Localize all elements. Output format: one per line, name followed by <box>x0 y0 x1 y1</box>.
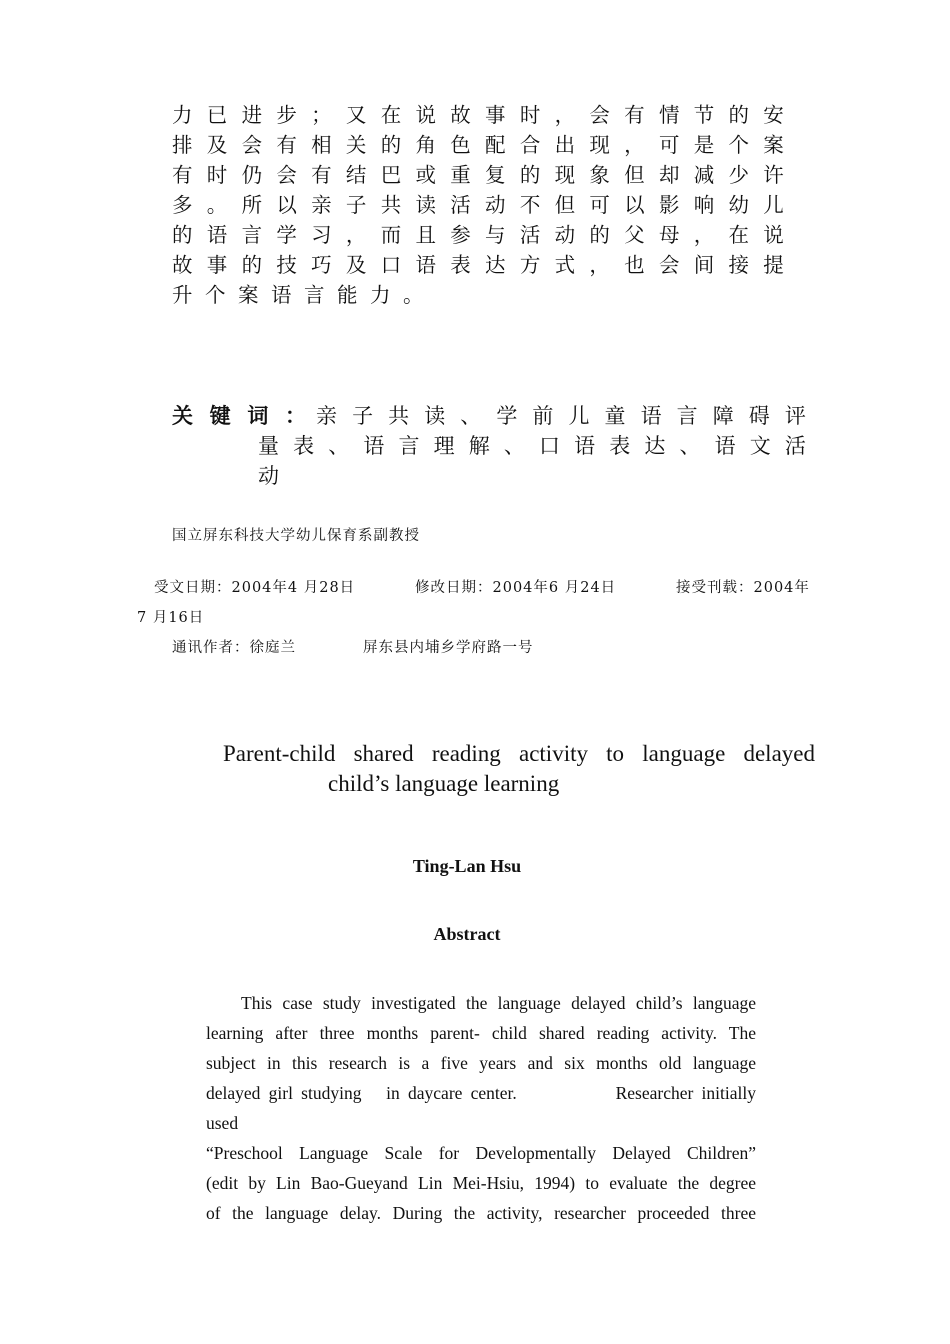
chinese-character: 角 <box>415 133 436 157</box>
keyword-character: 学 <box>496 404 518 428</box>
chinese-character: 及 <box>206 133 228 157</box>
abstract-line: used <box>206 1113 239 1133</box>
chinese-character: 可 <box>658 133 680 157</box>
chinese-character: 提 <box>763 253 784 277</box>
chinese-character: 但 <box>554 193 576 217</box>
chinese-character: ， <box>345 223 367 247</box>
chinese-character: 说 <box>763 223 784 247</box>
abstract-heading: Abstract <box>433 924 501 944</box>
keyword-character: 子 <box>352 404 374 428</box>
keyword-character: ： <box>284 403 306 428</box>
corresponding-author: 通讯作者：徐庭兰 <box>172 640 296 656</box>
keyword-character: 、 <box>679 434 701 458</box>
chinese-abstract-line <box>172 280 784 310</box>
chinese-character: 会 <box>589 103 610 127</box>
chinese-character: 在 <box>728 223 749 247</box>
chinese-character: 说 <box>415 103 436 127</box>
chinese-character: 有 <box>624 103 645 127</box>
chinese-character: 但 <box>624 163 645 187</box>
chinese-character: 步 <box>276 103 297 127</box>
chinese-character: 以 <box>276 193 297 217</box>
chinese-character: 语 <box>415 253 436 277</box>
chinese-character: 也 <box>624 253 645 277</box>
keyword-character: 文 <box>749 434 771 458</box>
chinese-character: 所 <box>241 193 263 217</box>
keyword-character: 键 <box>209 403 231 428</box>
english-title-line-2: child’s language learning <box>328 771 560 796</box>
chinese-character: 可 <box>589 193 610 217</box>
chinese-character: 。 <box>403 283 424 307</box>
chinese-character: 动 <box>554 223 576 247</box>
chinese-character: 现 <box>589 133 610 157</box>
chinese-character: 幼 <box>728 193 749 217</box>
abstract-line: delayed girl studying in daycare center. Researcher initially <box>206 1083 756 1103</box>
chinese-character: 关 <box>345 133 367 157</box>
keyword-character: 亲 <box>316 404 337 428</box>
chinese-character: 排 <box>172 133 193 157</box>
chinese-character: 式 <box>554 253 576 277</box>
chinese-character: 配 <box>485 133 506 157</box>
chinese-character: 习 <box>311 223 332 247</box>
chinese-character: 出 <box>554 133 576 157</box>
chinese-character: 与 <box>485 223 506 247</box>
chinese-character: 活 <box>450 193 471 217</box>
chinese-character: 时 <box>206 163 228 187</box>
keywords-line-2 <box>258 431 806 461</box>
abstract-line: (edit by Lin Bao-Gueyand Lin Mei-Hsiu, 1994) to evaluate the degree <box>206 1173 756 1193</box>
keywords-label <box>172 401 306 431</box>
chinese-character: 案 <box>238 283 259 307</box>
chinese-character: 进 <box>241 103 263 127</box>
chinese-character: 的 <box>241 253 263 277</box>
chinese-character: 巴 <box>380 163 402 187</box>
abstract-line: This case study investigated the language delayed child’s language <box>241 993 756 1013</box>
keyword-character: 理 <box>433 434 455 458</box>
chinese-character: 亲 <box>311 193 332 217</box>
chinese-character: 动 <box>485 193 506 217</box>
keyword-character: 活 <box>784 434 806 458</box>
keyword-character: 量 <box>258 434 279 458</box>
chinese-character: 的 <box>728 103 749 127</box>
chinese-character: 会 <box>658 253 680 277</box>
chinese-character: 言 <box>304 283 325 307</box>
chinese-character: 复 <box>485 163 506 187</box>
chinese-character: 有 <box>172 163 193 187</box>
affiliation: 国立屏东科技大学幼儿保育系副教授 <box>172 528 420 544</box>
keyword-character: 、 <box>328 434 350 458</box>
abstract-line: of the language delay. During the activity, researcher proceeded three <box>206 1203 756 1223</box>
chinese-character: 表 <box>450 253 471 277</box>
chinese-character: 且 <box>415 223 436 247</box>
chinese-abstract-line <box>172 220 784 250</box>
keyword-character: 前 <box>532 404 554 428</box>
abstract-line: learning after three months parent- child shared reading activity. The <box>206 1023 756 1043</box>
chinese-character: 减 <box>693 163 715 187</box>
chinese-abstract-line <box>172 190 784 220</box>
received-date: 受文日期：2004年4 月28日 <box>154 580 356 596</box>
keyword-character: 解 <box>468 434 490 458</box>
chinese-character: 又 <box>345 103 367 127</box>
chinese-character: 却 <box>658 163 680 187</box>
chinese-character: 力 <box>172 103 193 127</box>
correspondence-address: 屏东县内埔乡学府路一号 <box>363 640 534 656</box>
keyword-character: 评 <box>784 404 806 428</box>
chinese-character: 接 <box>728 253 749 277</box>
keyword-character: 、 <box>460 404 482 428</box>
chinese-character: 间 <box>693 253 715 277</box>
chinese-character: 影 <box>658 193 680 217</box>
chinese-character: 是 <box>693 133 715 157</box>
chinese-character: 有 <box>276 133 297 157</box>
chinese-character: 以 <box>624 193 645 217</box>
chinese-character: 的 <box>519 163 541 187</box>
chinese-character: 的 <box>380 133 402 157</box>
keyword-character: 儿 <box>568 404 590 428</box>
chinese-character: 力 <box>370 283 391 307</box>
english-title-line-1: Parent-child shared reading activity to language delayed <box>223 741 815 766</box>
keyword-character: 表 <box>609 434 631 458</box>
chinese-character: 色 <box>450 133 471 157</box>
keywords-line-1 <box>316 401 806 431</box>
chinese-character: 语 <box>271 283 292 307</box>
chinese-character: 象 <box>589 163 610 187</box>
keyword-character: 语 <box>574 434 596 458</box>
chinese-character: 的 <box>589 223 610 247</box>
chinese-character: 多 <box>172 193 193 217</box>
keyword-character: 言 <box>398 434 420 458</box>
abstract-line: subject in this research is a five years and six months old language <box>206 1053 756 1073</box>
accepted-date-continued: 7 月16日 <box>137 610 205 626</box>
chinese-character: 语 <box>206 223 228 247</box>
chinese-character: 相 <box>311 133 332 157</box>
chinese-character: 个 <box>728 133 749 157</box>
keyword-character: 童 <box>604 404 626 428</box>
chinese-character: 许 <box>763 163 784 187</box>
chinese-character: 在 <box>380 103 402 127</box>
chinese-abstract-line <box>172 100 784 130</box>
chinese-character: 方 <box>519 253 541 277</box>
chinese-character: 父 <box>624 223 645 247</box>
chinese-character: 儿 <box>763 193 784 217</box>
chinese-character: 响 <box>693 193 715 217</box>
chinese-character: 言 <box>241 223 263 247</box>
chinese-character: 故 <box>172 253 193 277</box>
chinese-character: 仍 <box>241 163 263 187</box>
chinese-character: 已 <box>206 103 228 127</box>
chinese-character: 安 <box>763 103 784 127</box>
chinese-character: 时 <box>519 103 541 127</box>
chinese-character: 巧 <box>311 253 332 277</box>
chinese-character: 现 <box>554 163 576 187</box>
keyword-character: 共 <box>388 404 410 428</box>
chinese-character: 而 <box>380 223 402 247</box>
keywords-line-3 <box>258 461 282 491</box>
chinese-character: 重 <box>450 163 471 187</box>
keyword-character: 语 <box>363 434 385 458</box>
chinese-character: 子 <box>345 193 367 217</box>
keyword-character: 达 <box>644 434 666 458</box>
chinese-character: ， <box>693 223 715 247</box>
chinese-character: 结 <box>345 163 367 187</box>
chinese-character: 的 <box>172 223 193 247</box>
chinese-character: 合 <box>519 133 541 157</box>
chinese-abstract-line <box>172 130 784 160</box>
chinese-character: 故 <box>450 103 471 127</box>
chinese-character: 共 <box>380 193 402 217</box>
chinese-character: 事 <box>206 253 228 277</box>
chinese-abstract-line <box>172 250 784 280</box>
chinese-abstract-line <box>172 160 784 190</box>
keyword-character: 关 <box>172 403 193 428</box>
chinese-character: 学 <box>276 223 297 247</box>
keyword-character: 语 <box>640 404 662 428</box>
english-author: Ting-Lan Hsu <box>412 856 522 876</box>
chinese-character: 及 <box>345 253 367 277</box>
chinese-character: 会 <box>276 163 297 187</box>
keyword-character: 词 <box>247 403 269 428</box>
accepted-date: 接受刊载：2004年 <box>676 580 810 596</box>
keyword-character: 读 <box>424 404 446 428</box>
chinese-character: ， <box>554 103 576 127</box>
keyword-character: 表 <box>293 434 315 458</box>
chinese-character: 不 <box>519 193 541 217</box>
chinese-character: 达 <box>485 253 506 277</box>
abstract-line: “Preschool Language Scale for Developmentally Delayed Children” <box>206 1143 756 1163</box>
keyword-character: 言 <box>676 404 698 428</box>
chinese-character: 节 <box>693 103 715 127</box>
keyword-character: 碍 <box>748 404 770 428</box>
keyword-character: 口 <box>539 434 560 458</box>
chinese-character: 参 <box>450 223 471 247</box>
chinese-character: 升 <box>172 283 193 307</box>
chinese-character: 或 <box>415 163 436 187</box>
chinese-character: 事 <box>485 103 506 127</box>
chinese-character: ； <box>311 103 332 127</box>
chinese-character: 有 <box>311 163 332 187</box>
chinese-character: 案 <box>763 133 784 157</box>
chinese-character: 活 <box>519 223 541 247</box>
chinese-character: ， <box>589 253 610 277</box>
chinese-character: 少 <box>728 163 749 187</box>
keyword-character: 动 <box>258 464 279 488</box>
chinese-character: 会 <box>241 133 263 157</box>
chinese-character: 口 <box>380 253 402 277</box>
chinese-character: 能 <box>337 283 358 307</box>
keyword-character: 障 <box>712 404 734 428</box>
chinese-character: 读 <box>415 193 436 217</box>
chinese-character: 。 <box>206 193 228 217</box>
chinese-character: ， <box>624 133 645 157</box>
chinese-character: 母 <box>658 223 680 247</box>
keyword-character: 语 <box>714 434 736 458</box>
revised-date: 修改日期：2004年6 月24日 <box>415 580 617 596</box>
keyword-character: 、 <box>503 434 525 458</box>
chinese-character: 情 <box>658 103 680 127</box>
chinese-character: 个 <box>205 283 226 307</box>
chinese-character: 技 <box>276 253 297 277</box>
